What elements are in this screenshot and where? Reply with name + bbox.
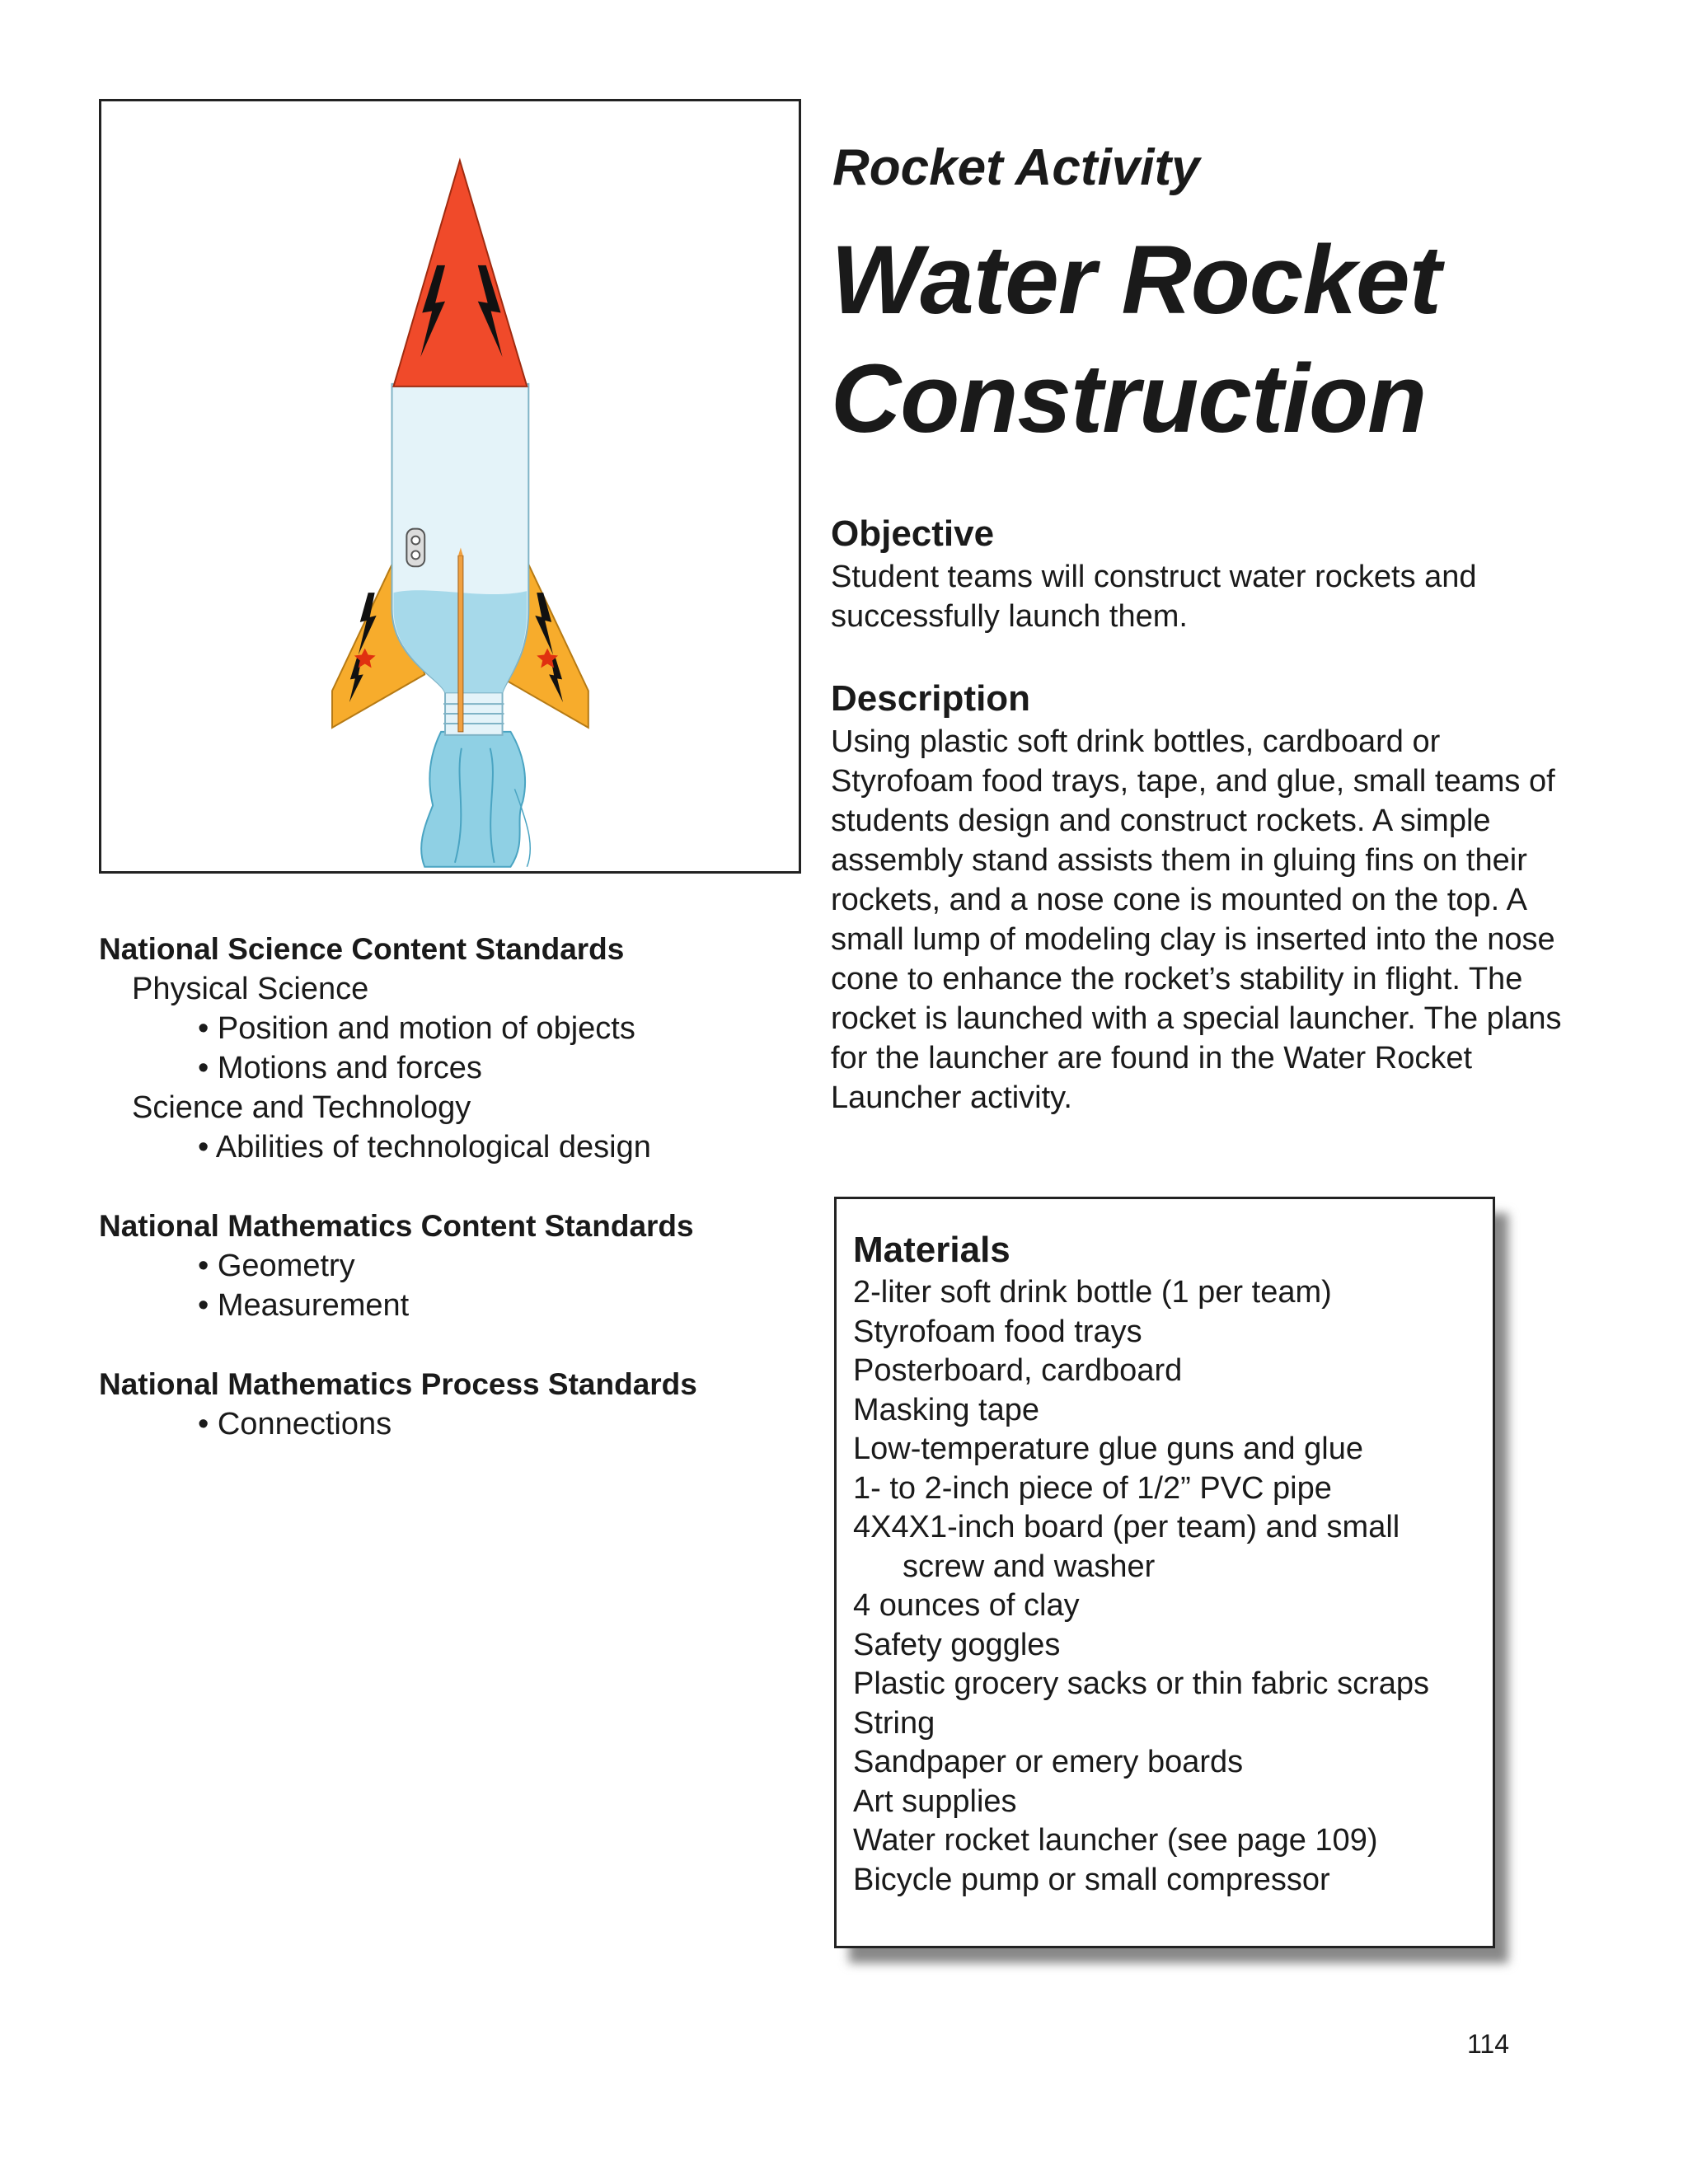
materials-heading: Materials: [853, 1230, 1010, 1270]
math-process-standards-heading: National Mathematics Process Standards: [99, 1367, 697, 1401]
list-item: 2-liter soft drink bottle (1 per team): [853, 1275, 1332, 1310]
materials-box: [834, 1197, 1495, 1948]
description-heading: Description: [831, 678, 1031, 719]
science-standards-heading: National Science Content Standards: [99, 932, 625, 966]
standard-item: • Position and motion of objects: [198, 1011, 635, 1046]
list-item: Bicycle pump or small compressor: [853, 1862, 1330, 1897]
list-item: Styrofoam food trays: [853, 1314, 1142, 1349]
objective-heading: Objective: [831, 513, 995, 554]
title-line: Construction: [831, 344, 1427, 453]
math-content-standards-heading: National Mathematics Content Standards: [99, 1209, 694, 1243]
standard-category: Science and Technology: [132, 1090, 471, 1125]
activity-kicker: Rocket Activity: [832, 139, 1200, 196]
description-text: Using plastic soft drink bottles, cardboard or Styrofoam food trays, tape, and glue, small teams of students design and construct rockets. A simple assembly stand assists them in gluing fins on their rockets, and a nose cone is mounted on the top. A small lump of modeling clay is inserted into the nose cone to enhance the rocket’s stability in flight. The rocket is launched with a special launcher. The plans for the launcher are found in the Water Rocket Launcher activity.: [831, 724, 1562, 1115]
list-item: Sandpaper or emery boards: [853, 1745, 1244, 1779]
description-section: [831, 676, 1573, 1118]
list-item: Masking tape: [853, 1392, 1040, 1427]
standard-item: • Motions and forces: [198, 1051, 482, 1085]
launch-tube: [458, 555, 463, 731]
list-item: Art supplies: [853, 1783, 1017, 1819]
objective-section: [831, 511, 1573, 636]
nose-cone: [393, 161, 527, 387]
screw-head: [411, 551, 420, 559]
exhaust-plume: [421, 732, 525, 867]
page-number: 114: [1467, 2029, 1510, 2059]
list-item: 4X4X1-inch board (per team) and small: [853, 1510, 1400, 1544]
standard-item: • Geometry: [198, 1249, 355, 1283]
list-item: Posterboard, cardboard: [853, 1353, 1183, 1388]
standard-item: • Measurement: [198, 1288, 410, 1323]
list-item: Plastic grocery sacks or thin fabric scraps: [853, 1666, 1430, 1701]
rocket-illustration-frame: [99, 99, 801, 874]
screw-head: [411, 537, 420, 545]
standard-item: • Connections: [198, 1407, 392, 1441]
list-item: Safety goggles: [853, 1627, 1061, 1662]
list-item: 1- to 2-inch piece of 1/2” PVC pipe: [853, 1470, 1332, 1506]
list-item: String: [853, 1705, 935, 1741]
page-title: [831, 221, 1441, 458]
list-item: 4 ounces of clay: [853, 1588, 1080, 1623]
materials-list: [853, 1273, 1478, 1900]
standard-category: Physical Science: [132, 972, 369, 1006]
standard-item: • Abilities of technological design: [198, 1130, 651, 1165]
list-item: Water rocket launcher (see page 109): [853, 1823, 1378, 1858]
objective-text: Student teams will construct water rockets and successfully launch them.: [831, 560, 1477, 634]
water-rocket-illustration: [101, 101, 799, 871]
screw-washer: [406, 529, 424, 567]
title-line: Water Rocket: [831, 226, 1441, 335]
standards-section: [99, 930, 824, 1444]
list-item: Low-temperature glue guns and glue: [853, 1432, 1363, 1466]
list-item: screw and washer: [903, 1549, 1156, 1584]
